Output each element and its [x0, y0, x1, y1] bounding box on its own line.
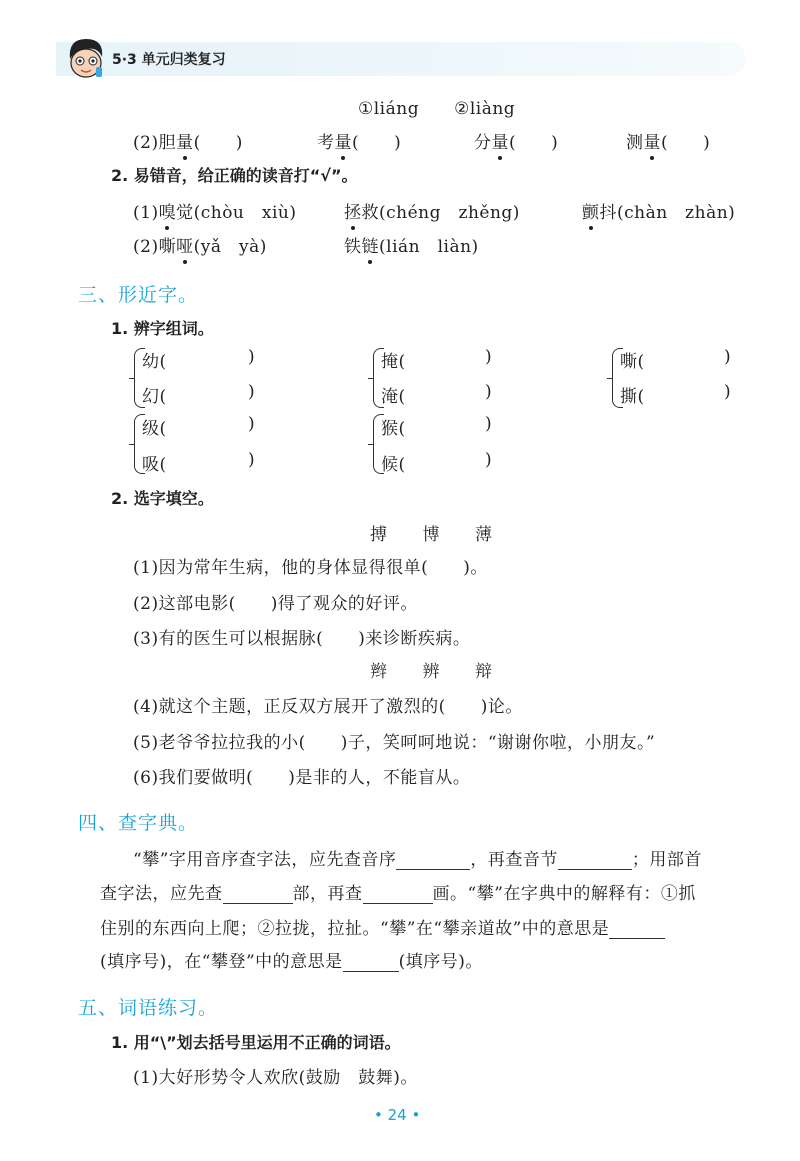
answer-blank[interactable]	[363, 885, 433, 904]
similar-char-item: 幻(	[142, 387, 167, 407]
char-options-1: 搏 博 薄	[370, 525, 493, 545]
char-options-2: 辫 辨 辩	[370, 662, 493, 682]
section-3-q2-title: 2. 选字填空。	[111, 489, 214, 508]
answer-blank[interactable]	[558, 851, 632, 870]
similar-char-item: 级(	[142, 419, 167, 439]
dict-line-2: 查字法，应先查 部，再查 画。“攀”在字典中的解释有：①抓	[100, 884, 696, 904]
close-paren: )	[485, 382, 493, 402]
section-5-sentence: (1)大好形势令人欢欣(鼓励 鼓舞)。	[133, 1068, 418, 1088]
similar-char-item: 吸(	[142, 455, 167, 475]
fill-sentence: (5)老爷爷拉拉我的小( )子，笑呵呵地说：“谢谢你啦，小朋友。”	[133, 733, 656, 753]
pron-item-4: (2)嘶哑(yǎ yà)	[133, 232, 267, 257]
similar-char-item: 撕(	[620, 387, 645, 407]
dict-line-1: “攀”字用音序查字法，应先查音序 ，再查音节 ；用部首	[133, 850, 702, 870]
pron-item-1: (1)嗅觉(chòu xiù)	[133, 198, 297, 223]
pinyin-options: ①liáng ②liàng	[358, 99, 516, 119]
fill-sentence: (4)就这个主题，正反双方展开了激烈的( )论。	[133, 697, 523, 717]
header-title: 5·3 单元归类复习	[112, 52, 226, 68]
close-paren: )	[485, 414, 493, 434]
section-3-title: 三、形近字。	[78, 284, 199, 306]
liang-item-4: 测量( )	[626, 128, 710, 153]
close-paren: )	[485, 450, 493, 470]
similar-char-item: 淹(	[381, 387, 406, 407]
similar-char-item: 幼(	[142, 352, 167, 372]
section-5-title: 五、词语练习。	[78, 997, 219, 1019]
close-paren: )	[248, 347, 256, 367]
section-4-title: 四、查字典。	[78, 812, 199, 834]
close-paren: )	[248, 382, 256, 402]
fill-sentence: (1)因为常年生病，他的身体显得很单( )。	[133, 558, 488, 578]
similar-char-item: 猴(	[381, 419, 406, 439]
close-paren: )	[485, 347, 493, 367]
answer-blank[interactable]	[343, 953, 399, 972]
dict-line-4: (填序号)，在“攀登”中的意思是 (填序号)。	[100, 952, 483, 972]
close-paren: )	[248, 414, 256, 434]
liang-item-2: 考量( )	[317, 128, 401, 153]
dict-line-3: 住别的东西向上爬；②拉拢，拉扯。“攀”在“攀亲道故”中的意思是	[100, 914, 665, 939]
fill-sentence: (3)有的医生可以根据脉( )来诊断疾病。	[133, 629, 471, 649]
section-3-q1-title: 1. 辨字组词。	[111, 319, 214, 338]
close-paren: )	[724, 382, 732, 402]
liang-item-1: (2)胆量( )	[133, 128, 243, 153]
similar-char-item: 嘶(	[620, 352, 645, 372]
page-number: • 24 •	[374, 1106, 421, 1124]
pron-item-2: 拯救(chéng zhěng)	[344, 198, 520, 223]
similar-char-item: 掩(	[381, 352, 406, 372]
answer-blank[interactable]	[609, 920, 665, 939]
answer-blank[interactable]	[223, 885, 293, 904]
mascot-icon	[62, 33, 110, 79]
close-paren: )	[724, 347, 732, 367]
liang-item-3: 分量( )	[474, 128, 558, 153]
answer-blank[interactable]	[396, 851, 470, 870]
fill-sentence: (2)这部电影( )得了观众的好评。	[133, 594, 418, 614]
fill-sentence: (6)我们要做明( )是非的人，不能盲从。	[133, 768, 471, 788]
close-paren: )	[248, 450, 256, 470]
pron-item-5: 铁链(lián liàn)	[344, 232, 479, 257]
similar-char-item: 候(	[381, 455, 406, 475]
pron-item-3: 颤抖(chàn zhàn)	[582, 198, 735, 223]
pron-question-title: 2. 易错音，给正确的读音打“√”。	[111, 166, 358, 185]
section-5-q1-title: 1. 用“\”划去括号里运用不正确的词语。	[111, 1033, 401, 1052]
